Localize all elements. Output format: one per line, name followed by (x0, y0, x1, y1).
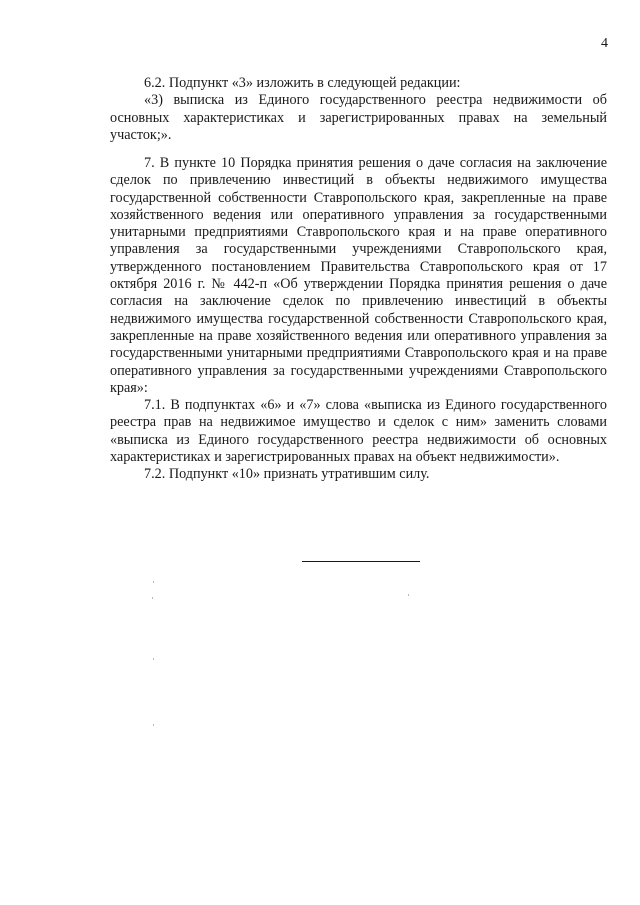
section-7 (110, 155, 607, 484)
paragraph-7: 7. В пункте 10 Порядка принятия решения о даче согласия на заключение сделок по привлечению инвестиций в объекты недвижимого имущества государственной собственности Ставропольского края, закрепленные на праве хозяйственного ведения или оперативного управления за государственными унитарными предприятиями Ставропольского края и на праве оперативного управления за государственными учреждениями Ставропольского края, утвержденного постановлением Правительства Ставропольского края от 17 октября 2016 г. № 442-п «Об утверждении Порядка принятия решения о даче согласия на заключение сделок по привлечению инвестиций в объекты недвижимого имущества государственной собственности Ставропольского края, закрепленные на праве хозяйственного ведения или оперативного управления за государственными унитарными предприятиями Ставропольского края и на праве оперативного управления за государственными учреждениями Ставропольского края»: (110, 155, 607, 396)
section-6-2 (110, 75, 607, 144)
paragraph-7-1: 7.1. В подпунктах «6» и «7» слова «выписка из Единого государственного реестра прав на недвижимое имущество и сделок с ним» заменить словами «выписка из Единого государственного реестра недвижимости об основных характеристиках и зарегистрированных правах на объект недвижимости». (110, 397, 607, 466)
page-number: 4 (601, 36, 608, 51)
paragraph-6-2-heading: 6.2. Подпункт «3» изложить в следующей редакции: (144, 75, 461, 91)
scan-speck (153, 658, 154, 660)
scan-speck (153, 724, 154, 726)
paragraph-6-2-text: «3) выписка из Единого государственного реестра недвижимости об основных характеристиках и зарегистрированных правах на земельный участок;». (110, 92, 607, 143)
scan-speck (408, 594, 409, 596)
scan-speck (153, 581, 154, 583)
paragraph-7-2: 7.2. Подпункт «10» признать утратившим силу. (144, 466, 430, 483)
closing-rule (302, 561, 420, 562)
scan-speck (152, 597, 153, 599)
